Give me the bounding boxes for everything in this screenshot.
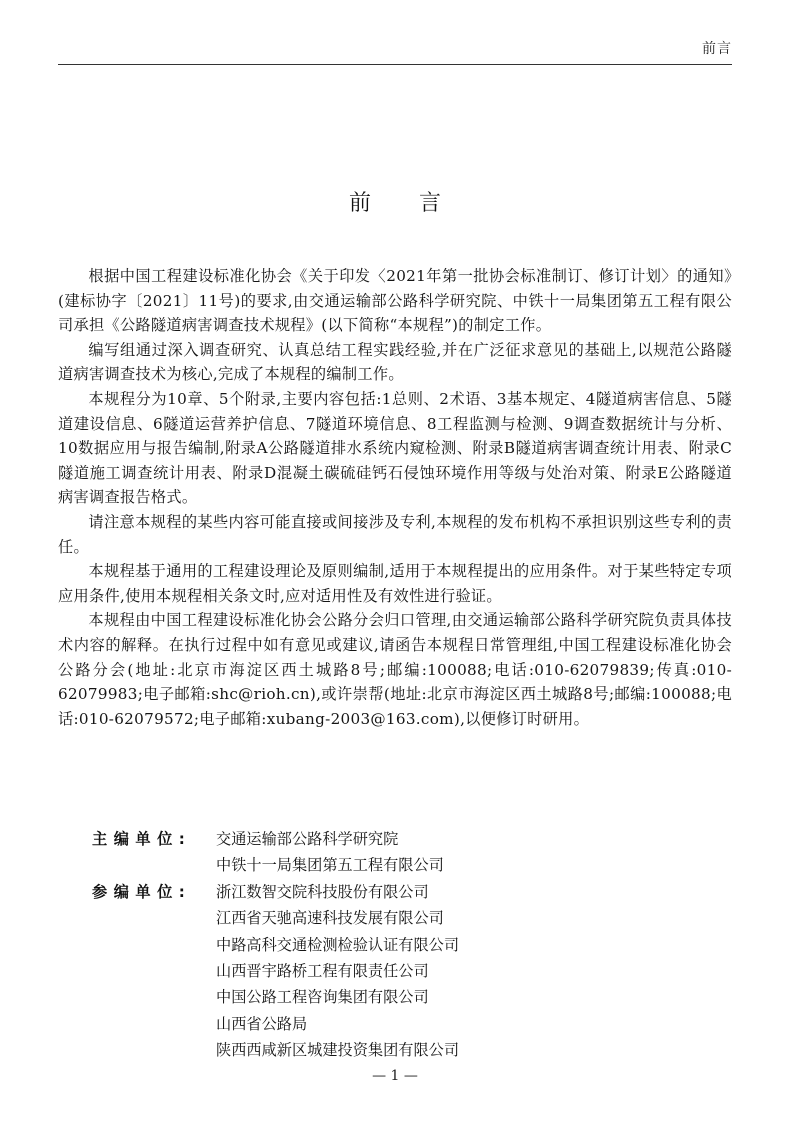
participating-unit: 山西省公路局 xyxy=(216,1014,308,1033)
editing-units xyxy=(92,826,712,1064)
page-title: 前言 xyxy=(348,191,489,216)
header-divider xyxy=(58,64,732,65)
participating-unit: 山西晋宇路桥工程有限责任公司 xyxy=(216,962,429,981)
chief-editor-label: 主编单位: xyxy=(92,830,192,848)
participating-label: 参编单位: xyxy=(92,882,192,901)
chief-editor-unit: 交通运输部公路科学研究院 xyxy=(216,830,399,848)
paragraph-drafting: 编写组通过深入调查研究、认真总结工程实践经验,并在广泛征求意见的基础上,以规范公路隧道病害调查技术为核心,完成了本规程的编制工作。 xyxy=(58,340,732,384)
participating-unit: 中路高科交通检测检验认证有限公司 xyxy=(216,935,459,954)
chief-editor-list xyxy=(216,826,712,879)
participating-unit: 江西省天驰高速科技发展有限公司 xyxy=(216,909,444,928)
participating-unit: 浙江数智交院科技股份有限公司 xyxy=(216,882,429,901)
participating-unit: 陕西西咸新区城建投资集团有限公司 xyxy=(216,1041,459,1060)
paragraph-contact: 本规程由中国工程建设标准化协会公路分会归口管理,由交通运输部公路科学研究院负责具体技术内容的解释。在执行过程中如有意见或建议,请函告本规程日常管理组,中国工程建设标准化协会公路分会(地址:北京市海淀区西土城路8号;邮编:100088;电话:010-62079839;传真:010-62079983;电子邮箱:shc@rioh.cn),或许崇帮(地址:北京市海淀区西土城路8号;邮编:100088;电话:010-62079572;电子邮箱:xubang-2003@163.com),以便修订时研用。 xyxy=(58,611,732,728)
paragraph-background: 根据中国工程建设标准化协会《关于印发〈2021年第一批协会标准制订、修订计划〉的通知》(建标协字〔2021〕11号)的要求,由交通运输部公路科学研究院、中铁十一局集团第五工程有限公司承担《公路隧道病害调查技术规程》(以下简称“本规程”)的制定工作。 xyxy=(58,267,732,335)
running-header-title: 前言 xyxy=(702,41,732,57)
participating-group xyxy=(92,879,712,1064)
participating-list xyxy=(216,879,712,1064)
page-number: — 1 — xyxy=(372,1068,418,1084)
paragraph-applicability: 本规程基于通用的工程建设理论及原则编制,适用于本规程提出的应用条件。对于某些特定专项应用条件,使用本规程相关条文时,应对适用性及有效性进行验证。 xyxy=(58,562,732,605)
paragraph-patent-notice: 请注意本规程的某些内容可能直接或间接涉及专利,本规程的发布机构不承担识别这些专利的责任。 xyxy=(58,512,732,556)
chief-editor-group xyxy=(92,826,712,879)
chief-editor-unit: 中铁十一局集团第五工程有限公司 xyxy=(216,856,444,875)
preface-body xyxy=(58,264,732,731)
paragraph-contents: 本规程分为10章、5个附录,主要内容包括:1总则、2术语、3基本规定、4隧道病害信息、5隧道建设信息、6隧道运营养护信息、7隧道环境信息、8工程监测与检测、9调查数据统计与分析、10数据应用与报告编制,附录A公路隧道排水系统内窥检测、附录B隧道病害调查统计用表、附录C隧道施工调查统计用表、附录D混凝土碳硫硅钙石侵蚀环境作用等级与处治对策、附录E公路隧道病害调查报告格式。 xyxy=(58,389,732,507)
participating-unit: 中国公路工程咨询集团有限公司 xyxy=(216,988,429,1007)
